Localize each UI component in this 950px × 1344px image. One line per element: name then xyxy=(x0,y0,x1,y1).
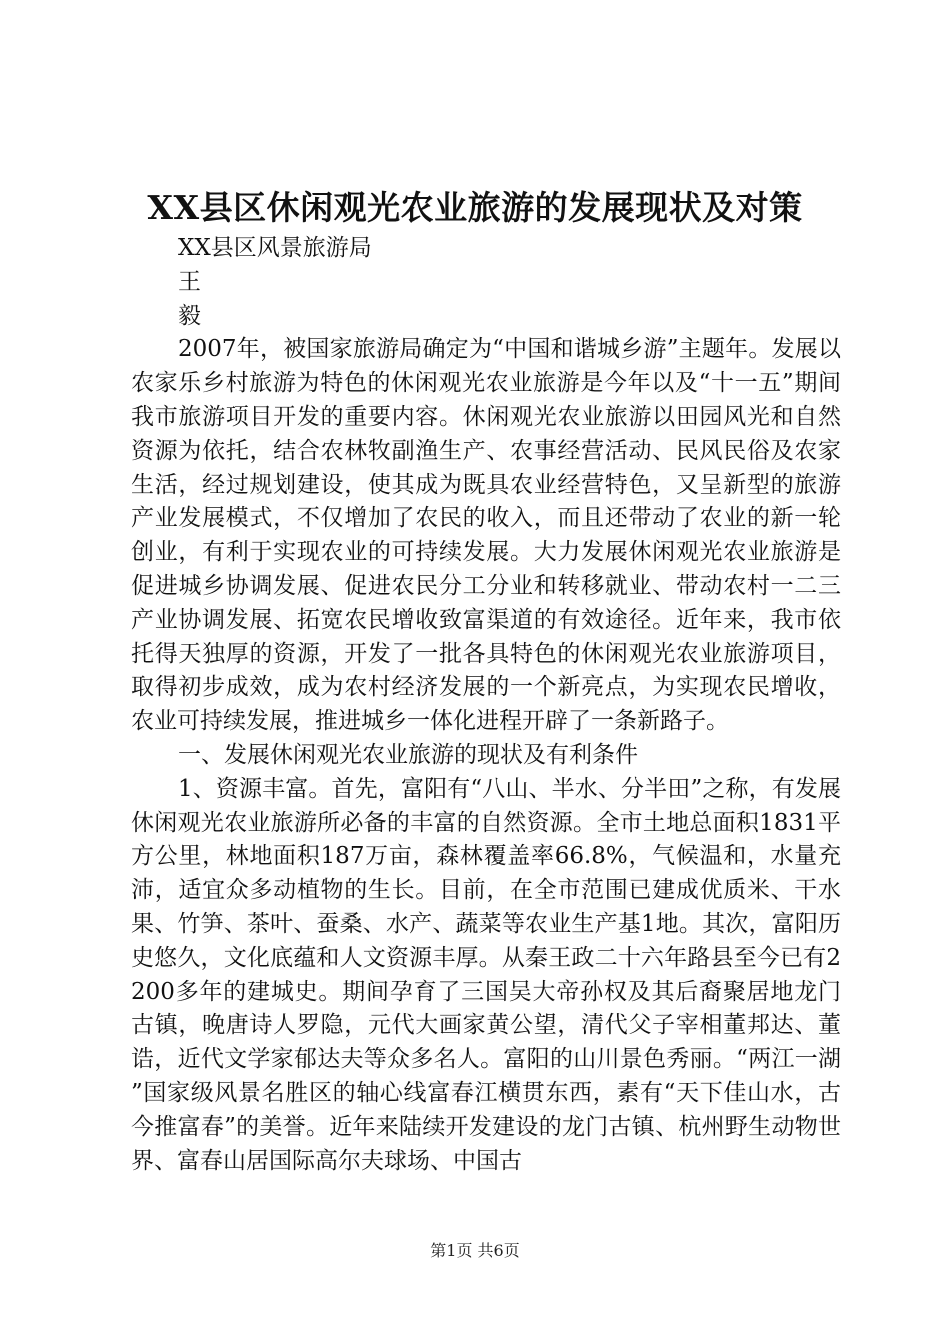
section-heading: 一、发展休闲观光农业旅游的现状及有利条件 xyxy=(178,741,638,768)
resource-paragraph: 1、资源丰富。首先，富阳有“八山、半水、分半田”之称，有发展休闲观光农业旅游所必备的丰富的自然资源。全市土地总面积1831平方公里，林地面积187万亩，森林覆盖率66.8%，气候温和，水量充沛，适宜众多动植物的生长。目前，在全市范围已建成优质米、干水果、竹笋、茶叶、蚕桑、水产、蔬菜等农业生产基1地。其次，富阳历史悠久，文化底蕴和人文资源丰厚。从秦王政二十六年路县至今已有2200多年的建城史。期间孕育了三国吴大帝孙权及其后裔聚居地龙门古镇，晚唐诗人罗隐，元代大画家黄公望，清代父子宰相董邦达、董诰，近代文学家郁达夫等众多名人。富阳的山川景色秀丽。“两江一湖”国家级风景名胜区的轴心线富春江横贯东西，素有“天下佳山水，古今推富春”的美誉。近年来陆续开发建设的龙门古镇、杭州野生动物世界、富春山居国际高尔夫球场、中国古 xyxy=(131,775,841,1174)
document-body xyxy=(131,232,841,1178)
page-footer: 第1页 共6页 xyxy=(430,1241,520,1260)
document-title: XX县区休闲观光农业旅游的发展现状及对策 xyxy=(147,188,803,227)
author-surname: 王 xyxy=(178,268,201,295)
intro-paragraph: 2007年，被国家旅游局确定为“中国和谐城乡游”主题年。发展以农家乐乡村旅游为特色的休闲观光农业旅游是今年以及“十一五”期间我市旅游项目开发的重要内容。休闲观光农业旅游以田园风光和自然资源为依托，结合农林牧副渔生产、农事经营活动、民风民俗及农家生活，经过规划建设，使其成为既具农业经营特色，又呈新型的旅游产业发展模式，不仅增加了农民的收入，而且还带动了农业的新一轮创业，有利于实现农业的可持续发展。大力发展休闲观光农业旅游是促进城乡协调发展、促进农民分工分业和转移就业、带动农村一二三产业协调发展、拓宽农民增收致富渠道的有效途径。近年来，我市依托得天独厚的资源，开发了一批各具特色的休闲观光农业旅游项目，取得初步成效，成为农村经济发展的一个新亮点，为实现农民增收，农业可持续发展，推进城乡一体化进程开辟了一条新路子。 xyxy=(131,336,841,735)
author-organization: XX县区风景旅游局 xyxy=(178,235,372,261)
author-given-name: 毅 xyxy=(178,302,201,329)
